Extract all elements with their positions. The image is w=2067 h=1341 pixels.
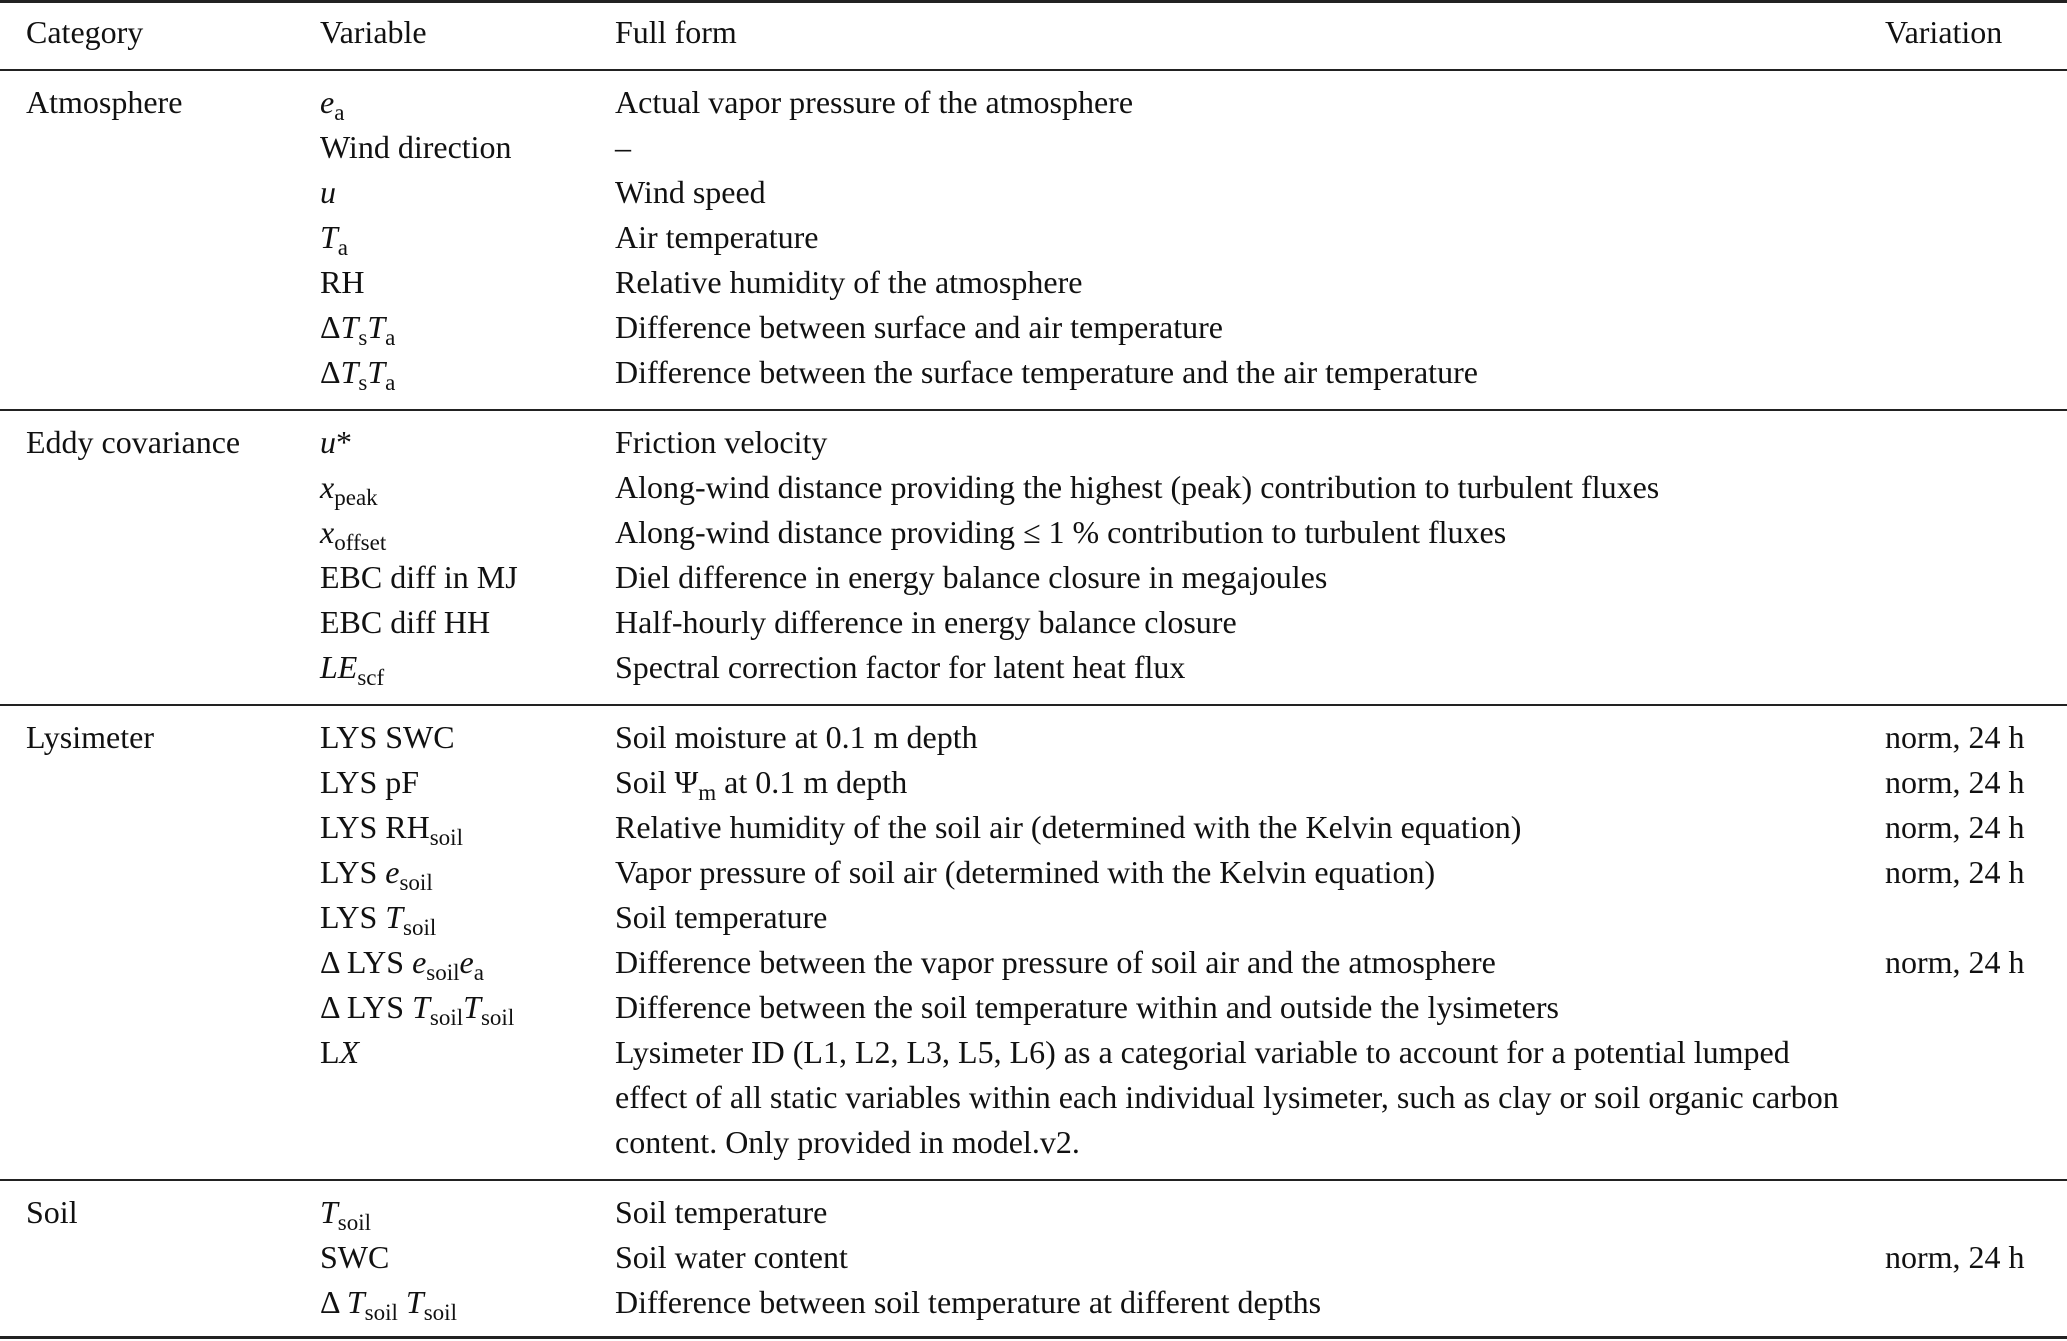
full-form: Wind speed <box>615 174 766 210</box>
variable-lys-pf: LYS pF <box>320 764 420 800</box>
group-separator-eddy <box>0 704 2067 706</box>
full-form: Difference between soil temperature at different depths <box>615 1284 1322 1320</box>
full-form: Difference between surface and air temperature <box>615 309 1223 345</box>
variable-ea: $e_a$ <box>320 84 345 125</box>
variable-lys-rh-soil: LYS $RH_{soil}$ <box>320 809 463 850</box>
variable-u: u <box>320 174 336 210</box>
full-form: Soil moisture at 0.1 m depth <box>615 719 978 755</box>
full-form: Vapor pressure of soil air (determined with the Kelvin equation) <box>615 854 1436 890</box>
header-variation: Variation <box>1885 14 2003 50</box>
category-lysimeter: Lysimeter <box>26 719 154 755</box>
variable-x-peak: $x_{peak}$ <box>320 469 378 510</box>
full-form: Along-wind distance providing ≤ 1 % contribution to turbulent fluxes <box>615 514 1507 550</box>
variable-wind-direction: Wind direction <box>320 129 512 165</box>
header-variable: Variable <box>320 14 427 50</box>
full-form: Diel difference in energy balance closure in megajoules <box>615 559 1328 595</box>
variable-ebc-diff-hh: EBC diff HH <box>320 604 491 640</box>
variable-ebc-diff-mj: EBC diff in MJ <box>320 559 518 595</box>
full-form: Soil temperature <box>615 1194 828 1230</box>
variable-rh: RH <box>320 264 365 300</box>
full-form: Difference between the surface temperature and the air temperature <box>615 354 1478 390</box>
group-separator-atmosphere <box>0 409 2067 411</box>
variable-ta: $T_a$ <box>320 219 349 260</box>
full-form: Relative humidity of the soil air (determined with the Kelvin equation) <box>615 809 1522 845</box>
full-form: Soil temperature <box>615 899 828 935</box>
variation-value: norm, 24 h <box>1885 944 2025 980</box>
variation-value: norm, 24 h <box>1885 854 2025 890</box>
full-form: Actual vapor pressure of the atmosphere <box>615 84 1134 120</box>
variation-value: norm, 24 h <box>1885 809 2025 845</box>
variable-lys-e-soil: LYS $e_{soil}$ <box>320 854 433 895</box>
variable-lys-swc: LYS SWC <box>320 719 455 755</box>
variable-lys-t-soil: LYS $T_{soil}$ <box>320 899 437 940</box>
group-separator-lysimeter <box>0 1179 2067 1181</box>
variation-value: norm, 24 h <box>1885 719 2025 755</box>
full-form: Along-wind distance providing the highest (peak) contribution to turbulent fluxes <box>615 469 1660 505</box>
full-form: Spectral correction factor for latent heat flux <box>615 649 1186 685</box>
variable-u-star: u* <box>320 424 352 460</box>
header-rule <box>0 69 2067 71</box>
full-form: Friction velocity <box>615 424 828 460</box>
variable-delta-ts-ta-2: $\Delta T_sT_a$ <box>320 354 396 395</box>
full-form: Difference between the vapor pressure of soil air and the atmosphere <box>615 944 1496 980</box>
variable-t-soil: $T_{soil}$ <box>320 1194 372 1235</box>
header-category: Category <box>26 14 144 50</box>
category-soil: Soil <box>26 1194 78 1230</box>
variable-lx: LX <box>320 1034 360 1070</box>
full-form: Difference between the soil temperature within and outside the lysimeters <box>615 989 1559 1025</box>
variable-delta-lys-e-soil-ea: Δ LYS $e_{soil}e_a$ <box>320 944 484 985</box>
category-eddy-covariance: Eddy covariance <box>26 424 241 460</box>
full-form-lysimeter-id: Lysimeter ID (L1, L2, L3, L5, L6) as a categorial variable to account for a potential lumped effect of all static variables within each individual lysimeter, such as clay or soil organic carbon content. Only provided in model.v2. <box>615 1034 1839 1160</box>
variable-le-scf: $LE_{scf}$ <box>320 649 385 690</box>
full-form: – <box>615 129 631 165</box>
full-form: Relative humidity of the atmosphere <box>615 264 1083 300</box>
bottom-rule <box>0 1336 2067 1339</box>
variable-delta-lys-t-soil: Δ LYS $T_{soil}T_{soil}$ <box>320 989 515 1030</box>
full-form: Soil water content <box>615 1239 848 1275</box>
variation-value: norm, 24 h <box>1885 1239 2025 1275</box>
full-form: Air temperature <box>615 219 819 255</box>
category-atmosphere: Atmosphere <box>26 84 183 120</box>
variable-x-offset: $x_{offset}$ <box>320 514 387 555</box>
variation-value: norm, 24 h <box>1885 764 2025 800</box>
variable-delta-t-soil-t-soil: Δ $T_{soil}$ $T_{soil}$ <box>320 1284 457 1325</box>
variable-swc: SWC <box>320 1239 390 1275</box>
top-rule <box>0 0 2067 3</box>
variable-delta-ts-ta: $\Delta T_sT_a$ <box>320 309 396 350</box>
header-full-form: Full form <box>615 14 737 50</box>
full-form: Half-hourly difference in energy balance closure <box>615 604 1237 640</box>
full-form-soil-psi: Soil $\Psi_m$ at 0.1 m depth <box>615 764 908 805</box>
